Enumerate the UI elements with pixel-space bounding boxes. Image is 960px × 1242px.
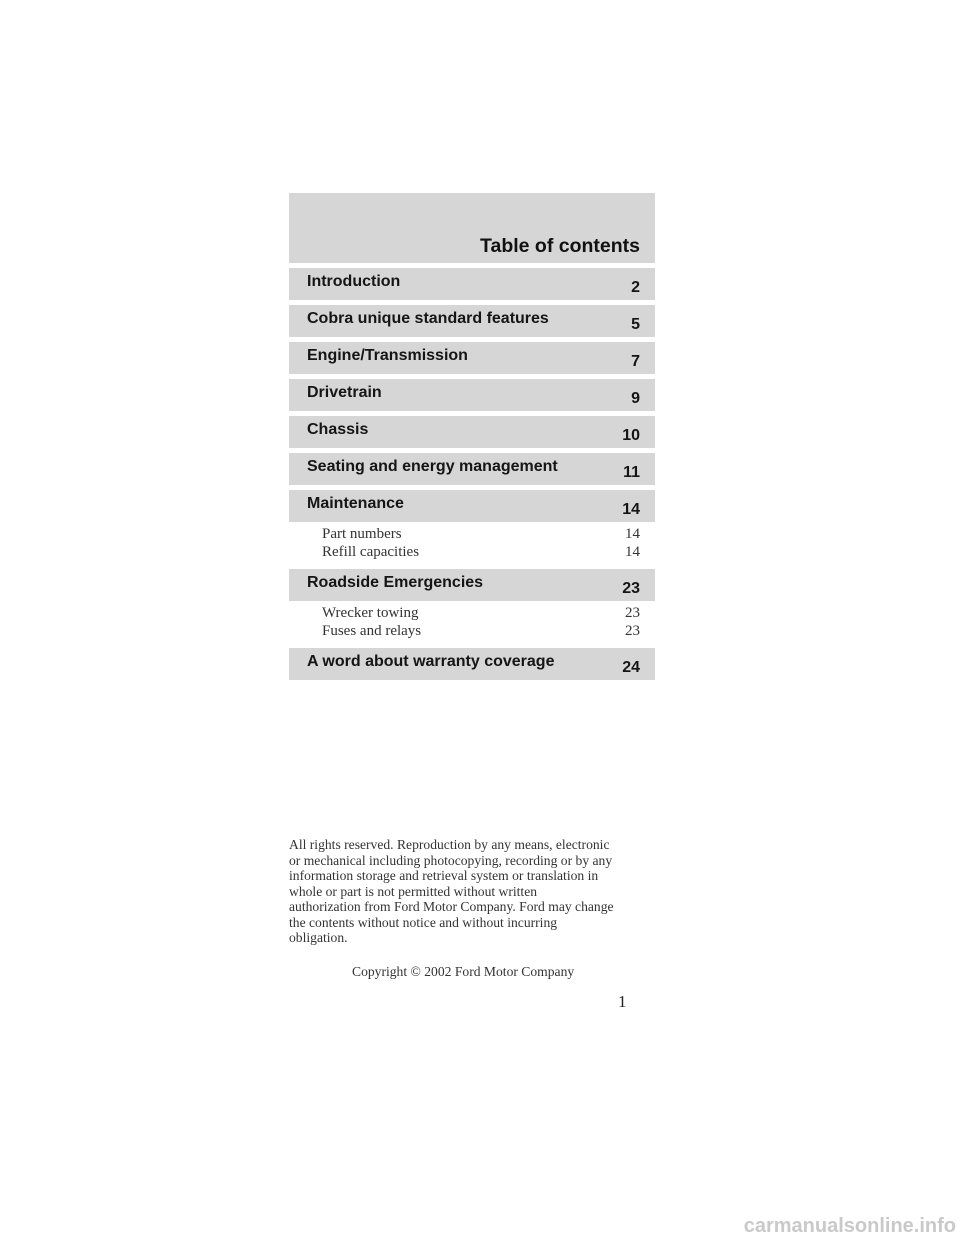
toc-section-page: 9 — [631, 390, 640, 407]
toc-section[interactable] — [289, 268, 655, 300]
toc-subitem[interactable] — [289, 525, 655, 543]
rights-line: All rights reserved. Reproduction by any means, electronic — [289, 837, 610, 852]
toc-subitem[interactable] — [289, 543, 655, 561]
toc-subitem[interactable] — [289, 604, 655, 622]
watermark-text: carmanualsonline.info — [743, 1215, 956, 1237]
rights-line: the contents without notice and without incurring — [289, 914, 558, 930]
toc-section-label: Maintenance — [307, 495, 404, 512]
toc-section-page: 5 — [631, 316, 640, 333]
toc-sections — [289, 268, 655, 680]
toc-subitem-label: Part numbers — [322, 526, 402, 542]
toc-subitems — [289, 601, 655, 643]
toc-section-page: 7 — [631, 353, 640, 370]
toc-section[interactable] — [289, 490, 655, 522]
toc-section[interactable] — [289, 305, 655, 337]
toc-section-page: 10 — [622, 427, 640, 444]
toc-section-label: Cobra unique standard features — [307, 310, 549, 327]
table-of-contents — [289, 193, 655, 680]
rights-line: obligation. — [289, 930, 348, 945]
toc-subitem[interactable] — [289, 622, 655, 640]
copyright-line: Copyright © 2002 Ford Motor Company — [352, 964, 575, 979]
toc-section[interactable] — [289, 648, 655, 680]
toc-section-label: Introduction — [307, 273, 401, 290]
rights-line: information storage and retrieval system or translation in — [289, 868, 599, 883]
toc-section-label: Engine/Transmission — [307, 347, 468, 364]
toc-section-label: Roadside Emergencies — [307, 574, 484, 591]
toc-subitem-label: Fuses and relays — [322, 623, 422, 639]
toc-section[interactable] — [289, 569, 655, 601]
toc-subitem-page: 14 — [625, 526, 640, 542]
rights-line: whole or part is not permitted without written — [289, 883, 538, 899]
toc-subitem-page: 23 — [625, 623, 640, 639]
toc-section-page: 23 — [622, 580, 640, 597]
rights-line: authorization from Ford Motor Company. Ford may change — [289, 899, 614, 914]
toc-subitem-page: 14 — [625, 544, 640, 560]
toc-section-page: 24 — [622, 659, 640, 676]
toc-subitem-label: Refill capacities — [322, 544, 420, 560]
toc-title: Table of contents — [480, 235, 640, 257]
toc-header — [289, 193, 655, 263]
toc-section[interactable] — [289, 379, 655, 411]
toc-section-label: A word about warranty coverage — [307, 653, 555, 670]
rights-line: or mechanical including photocopying, recording or by any — [289, 852, 613, 868]
page-number: 1 — [618, 992, 627, 1011]
toc-subitem-page: 23 — [625, 605, 640, 621]
toc-section[interactable] — [289, 342, 655, 374]
toc-subitem-label: Wrecker towing — [322, 605, 419, 621]
toc-section[interactable] — [289, 416, 655, 448]
toc-section-page: 14 — [622, 501, 640, 518]
toc-section-label: Chassis — [307, 421, 369, 438]
toc-section-page: 2 — [631, 279, 640, 296]
toc-section-label: Drivetrain — [307, 384, 382, 401]
toc-section-page: 11 — [623, 464, 640, 481]
rights-notice — [289, 837, 661, 946]
toc-section-label: Seating and energy management — [307, 458, 558, 475]
rights-lines — [289, 837, 661, 946]
toc-section[interactable] — [289, 453, 655, 485]
toc-subitems — [289, 522, 655, 564]
